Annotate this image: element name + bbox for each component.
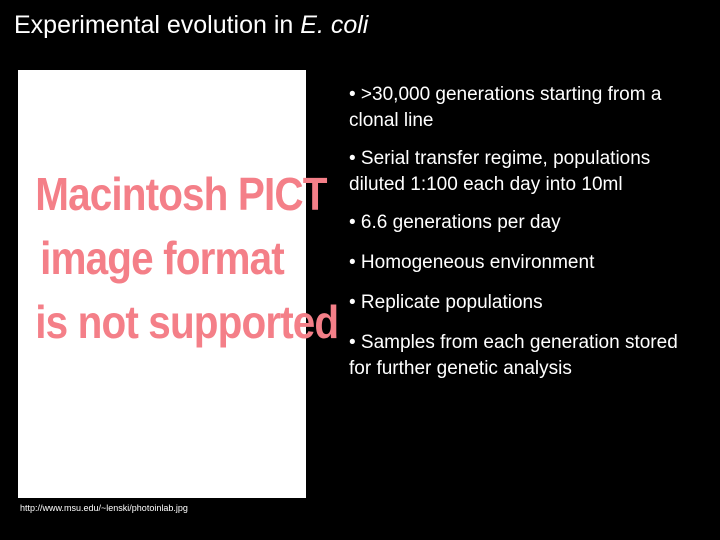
bullet-item: • 6.6 generations per day	[349, 212, 561, 233]
slide-title	[14, 8, 368, 42]
placeholder-line-3: is not supported	[35, 296, 339, 348]
bullet-item: • >30,000 generations starting from a clonal line	[349, 84, 662, 131]
bullet-item: • Samples from each generation stored for further genetic analysis	[349, 332, 678, 379]
image-credit: http://www.msu.edu/~lenski/photoinlab.jpg	[20, 503, 188, 513]
image-placeholder-message	[18, 162, 339, 354]
slide-title-text: Experimental evolution in	[14, 11, 301, 39]
bullet-item: • Replicate populations	[349, 292, 543, 313]
bullet-list	[349, 82, 679, 394]
image-placeholder	[18, 70, 339, 498]
placeholder-line-1: Macintosh PICT	[35, 168, 327, 220]
slide-title-italic: E. coli	[300, 11, 369, 39]
placeholder-line-2: image format	[40, 232, 284, 284]
bullet-item: • Homogeneous environment	[349, 252, 595, 273]
bullet-item: • Serial transfer regime, populations diluted 1:100 each day into 10ml	[349, 148, 651, 195]
